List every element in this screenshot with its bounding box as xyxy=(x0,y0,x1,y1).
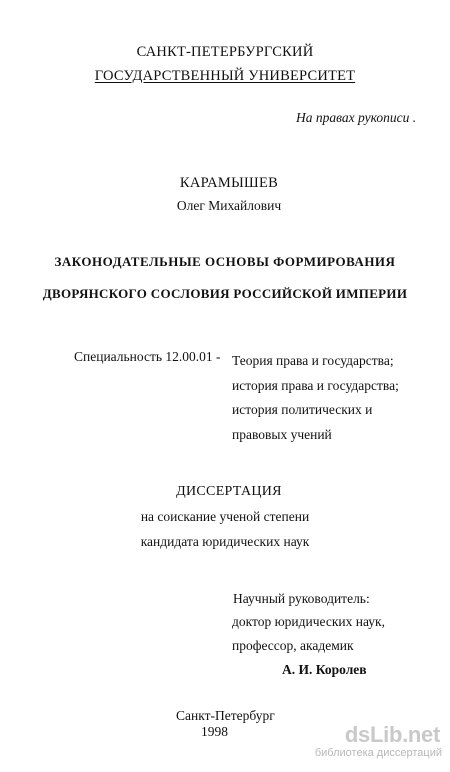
dissertation-heading: ДИССЕРТАЦИЯ xyxy=(176,484,282,499)
advisor-name: А. И. Королев xyxy=(282,662,367,677)
watermark-logo: dsLib.net xyxy=(344,722,440,747)
dissertation-subtitle-line1: на соискание ученой степени xyxy=(140,509,310,524)
university-name-line1: САНКТ-ПЕТЕРБУРГСКИЙ xyxy=(136,44,314,60)
publication-year: 1998 xyxy=(201,724,228,739)
specialty-line: история политических и xyxy=(232,402,373,417)
publication-city: Санкт-Петербург xyxy=(176,708,275,723)
specialty-list xyxy=(232,349,399,447)
specialty-line: правовых учений xyxy=(232,426,332,442)
advisor-label: Научный руководитель: xyxy=(233,591,370,606)
watermark-subtitle: библиотека диссертаций xyxy=(314,747,442,759)
advisor-title: профессор, академик xyxy=(232,638,354,653)
thesis-title-line2: ДВОРЯНСКОГО СОСЛОВИЯ РОССИЙСКОЙ ИМПЕРИИ xyxy=(42,286,408,301)
watermark xyxy=(314,722,450,770)
university-name-line2 xyxy=(0,68,450,85)
university-name-line2-text: ГОСУДАРСТВЕННЫЙ УНИВЕРСИТЕТ xyxy=(94,68,356,84)
specialty-line: история права и государства; xyxy=(232,377,399,393)
author-surname: КАРАМЫШЕВ xyxy=(179,175,279,191)
author-given-names: Олег Михайлович xyxy=(176,198,282,213)
specialty-line: Теория права и государства; xyxy=(232,353,394,368)
manuscript-rights-note: На правах рукописи . xyxy=(296,110,417,125)
advisor-degree: доктор юридических наук, xyxy=(232,614,385,629)
thesis-title-line1: ЗАКОНОДАТЕЛЬНЫЕ ОСНОВЫ ФОРМИРОВАНИЯ xyxy=(54,254,396,269)
specialty-label: Специальность 12.00.01 - xyxy=(74,349,221,364)
dissertation-subtitle-line2: кандидата юридических наук xyxy=(140,534,310,549)
